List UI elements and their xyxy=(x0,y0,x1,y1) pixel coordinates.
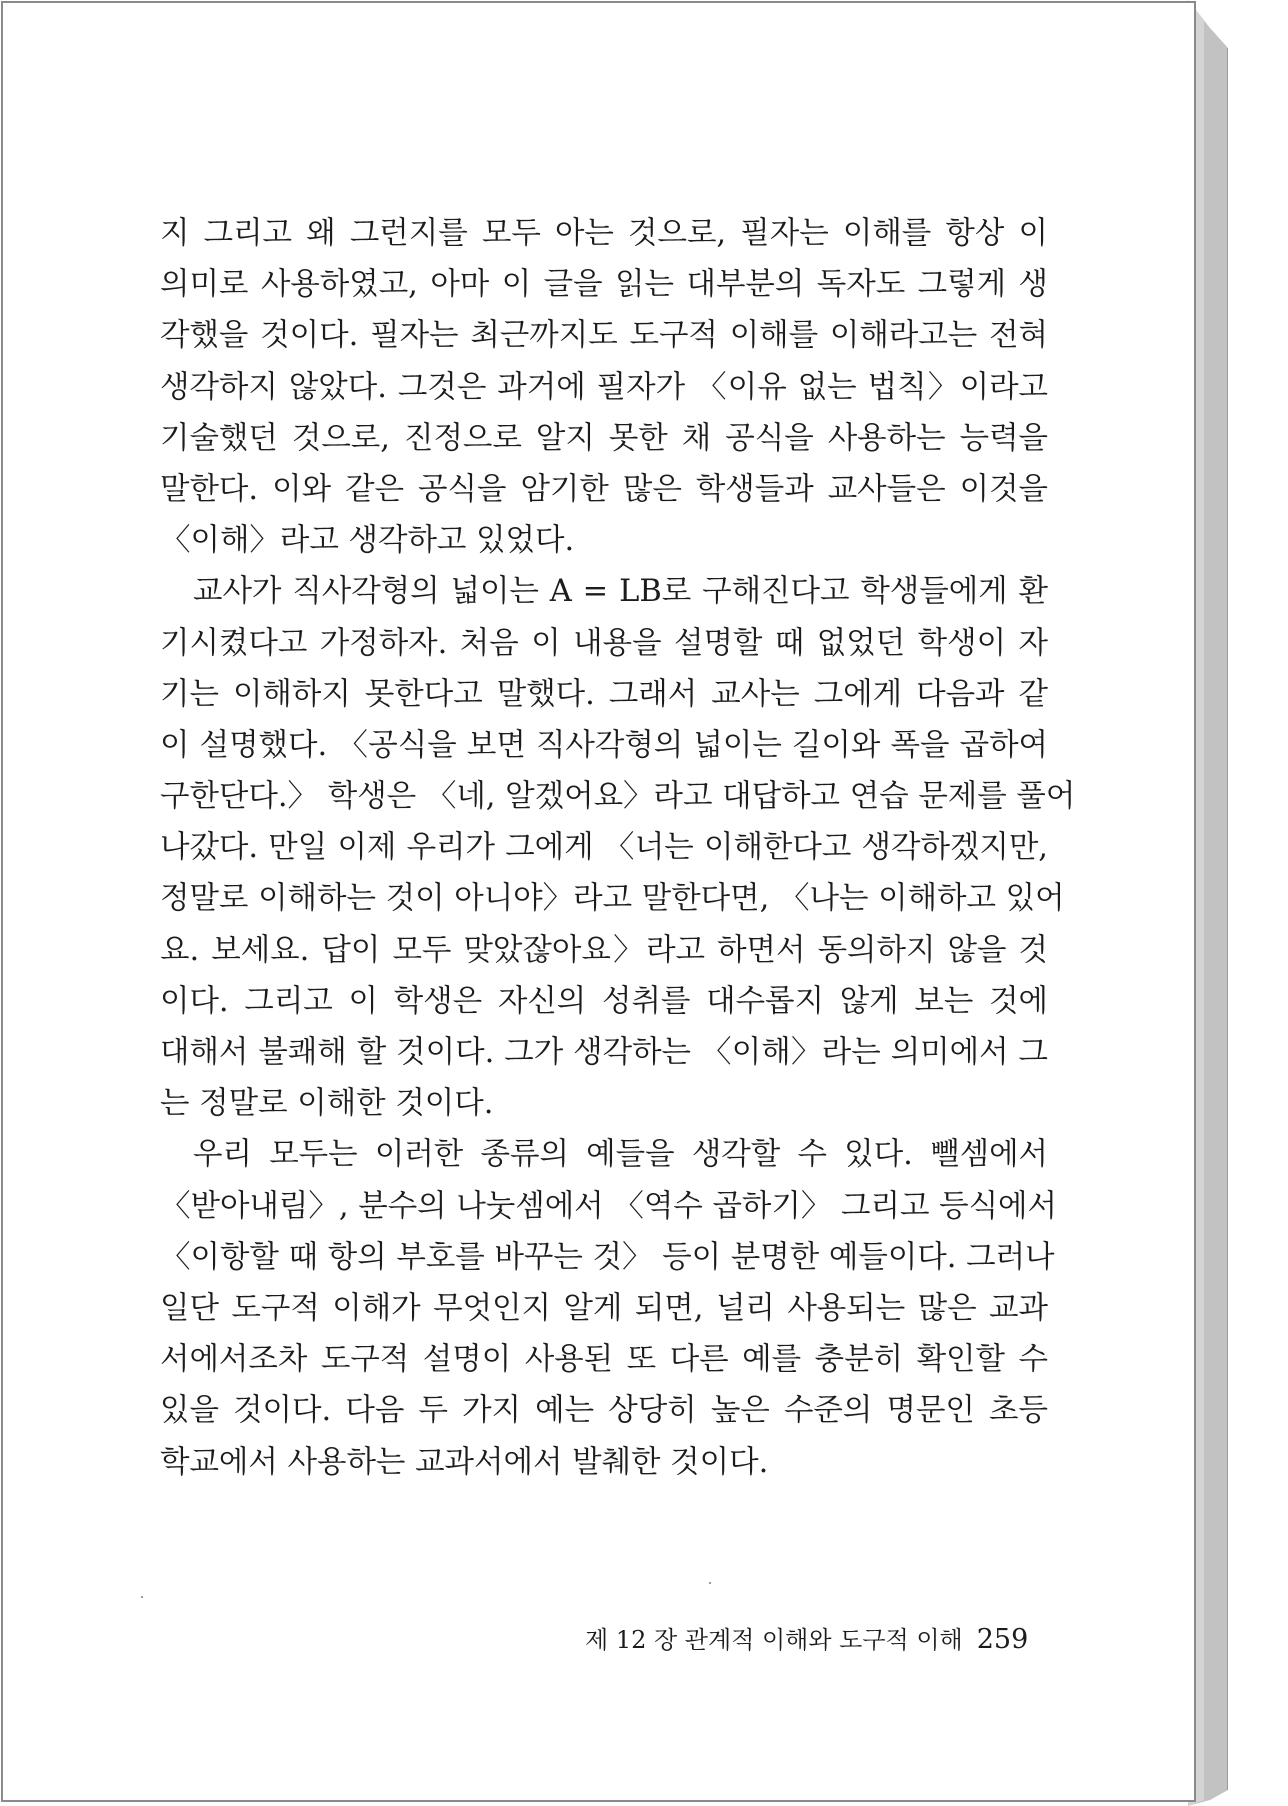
text-line: 기는 이해하지 못한다고 말했다. 그래서 교사는 그에게 다음과 같 xyxy=(160,676,1048,712)
text-line: 이 설명했다. 〈공식을 보면 직사각형의 넓이는 길이와 폭을 곱하여 xyxy=(160,727,1048,763)
text-line: 우리 모두는 이러한 종류의 예들을 생각할 수 있다. 뺄셈에서 xyxy=(193,1137,1048,1173)
text-line: 기술했던 것으로, 진정으로 알지 못한 채 공식을 사용하는 능력을 xyxy=(160,420,1048,456)
text-line: 정말로 이해하는 것이 아니야〉라고 말한다면, 〈나는 이해하고 있어 xyxy=(160,881,1065,917)
text-line: 이다. 그리고 이 학생은 자신의 성취를 대수롭지 않게 보는 것에 xyxy=(160,983,1048,1019)
text-line: 생각하지 않았다. 그것은 과거에 필자가 〈이유 없는 법칙〉이라고 xyxy=(160,369,1048,405)
text-line: 있을 것이다. 다음 두 가지 예는 상당히 높은 수준의 명문인 초등 xyxy=(160,1393,1048,1429)
scan-speck xyxy=(141,1596,143,1598)
text-line: 는 정말로 이해한 것이다. xyxy=(160,1086,494,1122)
text-line: 의미로 사용하였고, 아마 이 글을 읽는 대부분의 독자도 그렇게 생 xyxy=(160,267,1048,303)
text-line: 구한단다.〉 학생은 〈네, 알겠어요〉라고 대답하고 연습 문제를 풀어 xyxy=(160,779,1076,815)
text-line: 서에서조차 도구적 설명이 사용된 또 다른 예를 충분히 확인할 수 xyxy=(160,1342,1048,1378)
text-line: 기시켰다고 가정하자. 처음 이 내용을 설명할 때 없었던 학생이 자 xyxy=(160,625,1048,661)
text-line: 지 그리고 왜 그런지를 모두 아는 것으로, 필자는 이해를 항상 이 xyxy=(160,216,1048,251)
running-footer xyxy=(585,1620,1029,1660)
text-line: 〈받아내림〉, 분수의 나눗셈에서 〈역수 곱하기〉 그리고 등식에서 xyxy=(160,1188,1057,1224)
text-line: 대해서 불쾌해 할 것이다. 그가 생각하는 〈이해〉라는 의미에서 그 xyxy=(160,1035,1048,1070)
text-line: 일단 도구적 이해가 무엇인지 알게 되면, 널리 사용되는 많은 교과 xyxy=(160,1290,1048,1326)
text-line: 각했을 것이다. 필자는 최근까지도 도구적 이해를 이해라고는 전혀 xyxy=(160,318,1048,354)
paragraph-2 xyxy=(160,566,1076,1129)
book-page xyxy=(1,1,1196,1802)
text-line: 나갔다. 만일 이제 우리가 그에게 〈너는 이해한다고 생각하겠지만, xyxy=(160,830,1048,866)
text-line: 학교에서 사용하는 교과서에서 발췌한 것이다. xyxy=(160,1444,769,1480)
paragraph-1 xyxy=(160,208,1048,566)
text-line: 요. 보세요. 답이 모두 맞았잖아요〉라고 하면서 동의하지 않을 것 xyxy=(160,932,1048,968)
paragraph-3 xyxy=(160,1129,1057,1487)
body-text xyxy=(160,208,1076,1488)
text-line: 〈이항할 때 항의 부호를 바꾸는 것〉 등이 분명한 예들이다. 그러나 xyxy=(160,1239,1055,1275)
page-number: 259 xyxy=(976,1624,1029,1655)
chapter-title: 제 12 장 관계적 이해와 도구적 이해 xyxy=(585,1626,963,1654)
text-line: 교사가 직사각형의 넓이는 A = LB로 구해진다고 학생들에게 환 xyxy=(193,574,1048,610)
text-line: 말한다. 이와 같은 공식을 암기한 많은 학생들과 교사들은 이것을 xyxy=(160,471,1048,507)
scan-speck xyxy=(709,1582,711,1584)
text-line: 〈이해〉라고 생각하고 있었다. xyxy=(160,523,575,559)
